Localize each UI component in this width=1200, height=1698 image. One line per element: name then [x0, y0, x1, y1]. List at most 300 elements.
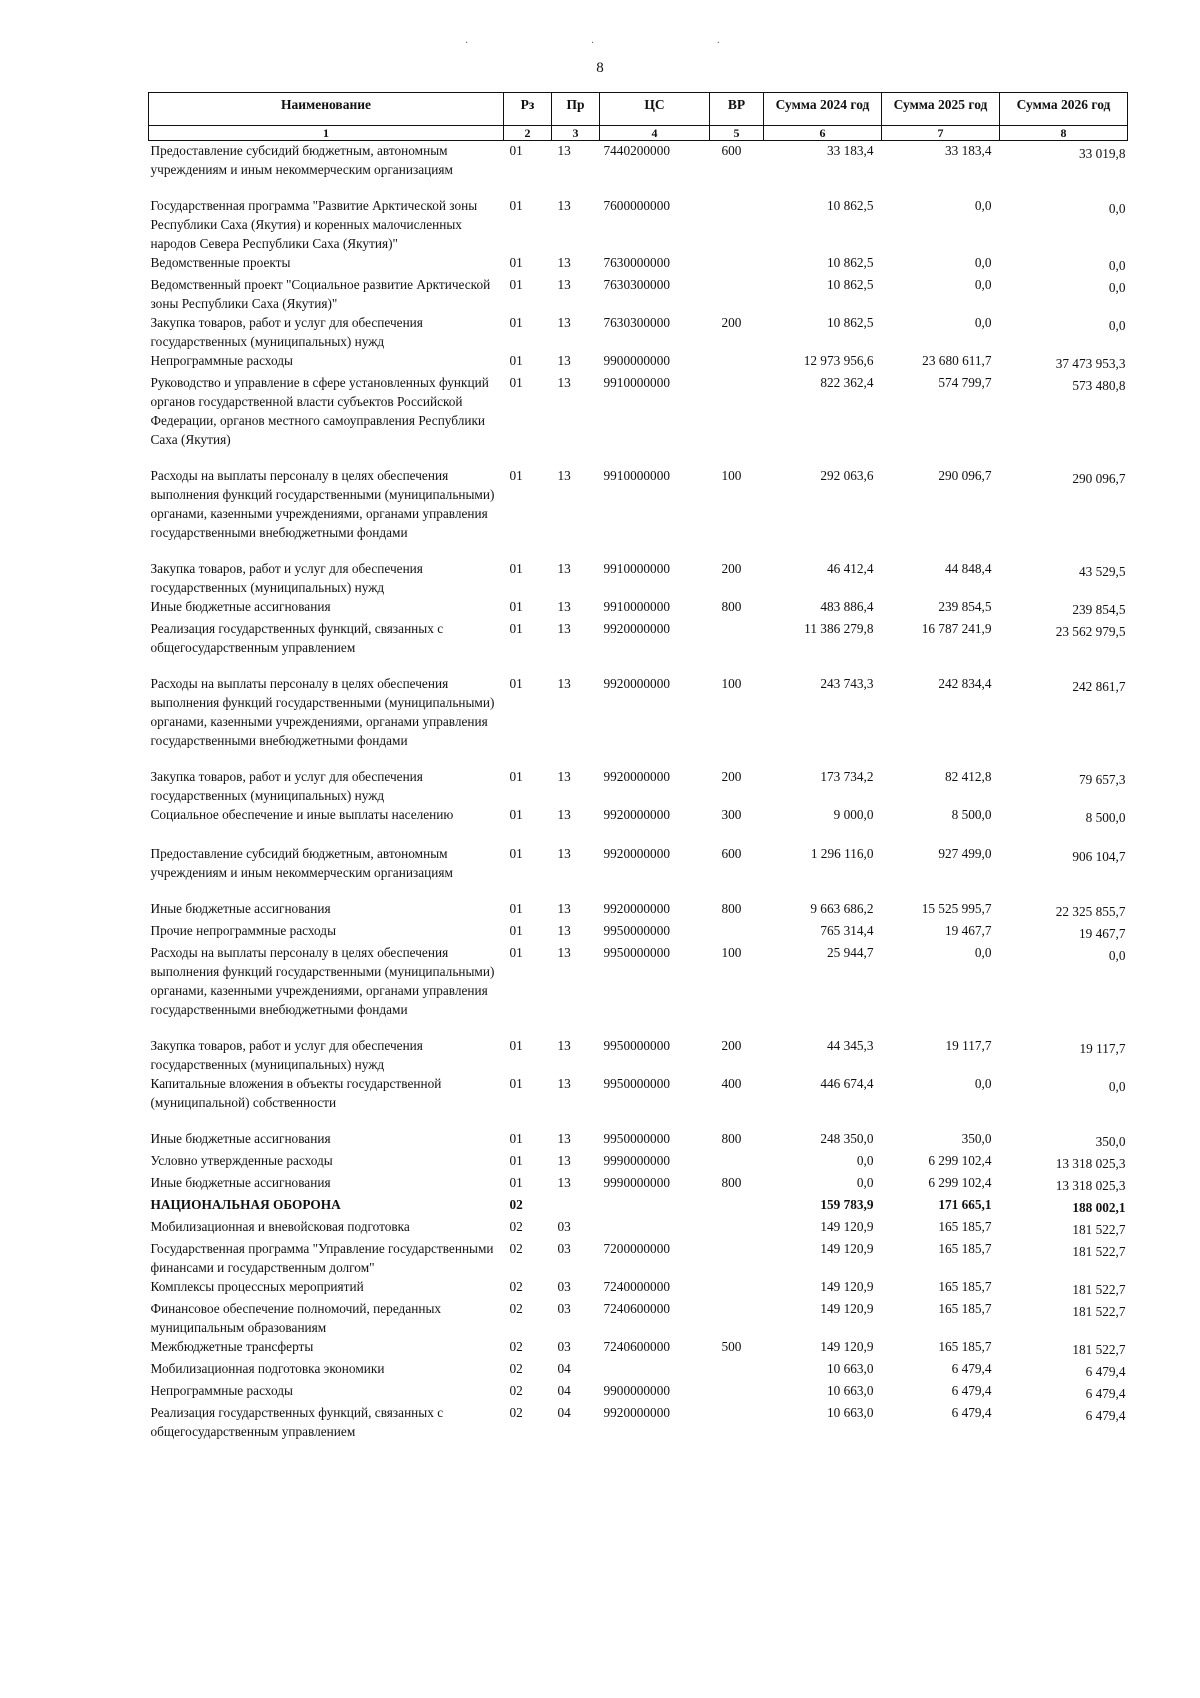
row-vr: 600 [721, 846, 742, 861]
row-pr [552, 1195, 600, 1217]
row-cs: 9950000000 [603, 945, 670, 960]
row-pr: 13 [557, 1076, 571, 1091]
row-vr [710, 1277, 764, 1299]
row-sum-2024: 149 120,9 [820, 1279, 874, 1294]
row-name: Межбюджетные трансферты [150, 1339, 314, 1354]
row-vr: 800 [721, 901, 742, 916]
row-name: Закупка товаров, работ и услуг для обеспечения государственных (муниципальных) нужд [150, 1038, 423, 1072]
table-row [149, 674, 1128, 767]
row-name: Предоставление субсидий бюджетным, автономным учреждениям и иным некоммерческим организациям [150, 143, 453, 177]
row-name: Непрограммные расходы [150, 1383, 293, 1398]
row-rz: 02 [509, 1383, 523, 1398]
row-cs: 7630300000 [603, 277, 670, 292]
row-rz: 02 [509, 1339, 523, 1354]
row-sum-2025: 16 787 241,9 [921, 621, 992, 636]
row-cs: 9920000000 [603, 1405, 670, 1420]
row-sum-2025: 19 467,7 [944, 923, 992, 938]
row-sum-2024: 173 734,2 [820, 769, 874, 784]
table-row [149, 1359, 1128, 1381]
row-pr: 03 [557, 1279, 571, 1294]
row-sum-2024: 46 412,4 [826, 561, 874, 576]
row-sum-2026: 13 318 025,3 [1055, 1178, 1126, 1193]
row-sum-2026: 6 479,4 [1085, 1364, 1126, 1379]
row-cs: 7630000000 [603, 255, 670, 270]
table-row [149, 1381, 1128, 1403]
column-index-row [149, 126, 1128, 141]
row-name: Закупка товаров, работ и услуг для обеспечения государственных (муниципальных) нужд [150, 769, 423, 803]
row-sum-2024: 149 120,9 [820, 1219, 874, 1234]
row-pr: 04 [557, 1361, 571, 1376]
row-vr [710, 1239, 764, 1277]
row-sum-2026: 8 500,0 [1085, 810, 1126, 825]
table-row [149, 597, 1128, 619]
row-sum-2026: 37 473 953,3 [1055, 356, 1126, 371]
row-rz: 01 [509, 375, 523, 390]
header-sum-2025: Сумма 2025 год [882, 93, 1000, 126]
row-rz: 02 [509, 1241, 523, 1256]
row-sum-2026: 290 096,7 [1072, 471, 1126, 486]
row-sum-2025: 44 848,4 [944, 561, 992, 576]
row-sum-2024: 292 063,6 [820, 468, 874, 483]
row-sum-2024: 10 663,0 [826, 1405, 874, 1420]
row-name: Расходы на выплаты персоналу в целях обеспечения выполнения функций государственными (муниципальными) органами, казенными учреждениями, органами управления государственными внебюджетными фондами [150, 676, 495, 748]
table-row [149, 921, 1128, 943]
row-pr: 13 [557, 621, 571, 636]
row-sum-2024: 149 120,9 [820, 1301, 874, 1316]
row-name: Государственная программа "Развитие Арктической зоны Республики Саха (Якутия) и коренных малочисленных народов Севера Республики Саха (Якутия)" [150, 198, 478, 251]
row-sum-2025: 927 499,0 [938, 846, 992, 861]
column-index: 3 [552, 126, 600, 141]
row-sum-2026: 23 562 979,5 [1055, 624, 1126, 639]
row-pr: 03 [557, 1219, 571, 1234]
row-sum-2026: 181 522,7 [1072, 1222, 1126, 1237]
row-sum-2025: 82 412,8 [944, 769, 992, 784]
row-cs: 9920000000 [603, 901, 670, 916]
row-rz: 01 [509, 198, 523, 213]
table-row [149, 466, 1128, 559]
row-sum-2026: 79 657,3 [1078, 772, 1126, 787]
row-sum-2024: 1 296 116,0 [810, 846, 874, 861]
row-name: Государственная программа "Управление государственными финансами и государственным долгом" [150, 1241, 494, 1275]
row-sum-2025: 0,0 [974, 315, 992, 330]
row-rz: 02 [509, 1219, 523, 1234]
row-pr: 13 [557, 1131, 571, 1146]
row-pr: 13 [557, 143, 571, 158]
row-vr [710, 1403, 764, 1441]
row-sum-2025: 0,0 [974, 198, 992, 213]
row-sum-2026: 0,0 [1108, 258, 1126, 273]
table-row [149, 943, 1128, 1036]
row-vr: 100 [721, 945, 742, 960]
row-cs: 9950000000 [603, 1038, 670, 1053]
row-sum-2025: 242 834,4 [938, 676, 992, 691]
row-sum-2025: 574 799,7 [938, 375, 992, 390]
row-cs: 9910000000 [603, 468, 670, 483]
row-rz: 01 [509, 468, 523, 483]
row-vr: 400 [721, 1076, 742, 1091]
row-name: НАЦИОНАЛЬНАЯ ОБОРОНА [150, 1197, 341, 1212]
row-rz: 01 [509, 143, 523, 158]
row-pr: 13 [557, 315, 571, 330]
row-rz: 01 [509, 1131, 523, 1146]
row-cs: 9920000000 [603, 769, 670, 784]
row-pr: 13 [557, 923, 571, 938]
row-vr: 100 [721, 468, 742, 483]
row-name: Мобилизационная и вневойсковая подготовка [150, 1219, 410, 1234]
row-rz: 01 [509, 561, 523, 576]
row-sum-2024: 0,0 [856, 1175, 874, 1190]
row-vr [710, 1299, 764, 1337]
row-sum-2026: 0,0 [1108, 1079, 1126, 1094]
table-row [149, 1299, 1128, 1337]
table-row [149, 1239, 1128, 1277]
row-sum-2025: 0,0 [974, 255, 992, 270]
row-vr [710, 1217, 764, 1239]
row-name: Ведомственный проект "Социальное развитие Арктической зоны Республики Саха (Якутия)" [150, 277, 491, 311]
table-row [149, 619, 1128, 674]
row-vr: 800 [721, 1175, 742, 1190]
row-sum-2026: 0,0 [1108, 280, 1126, 295]
row-sum-2025: 350,0 [961, 1131, 992, 1146]
row-pr: 13 [557, 198, 571, 213]
row-sum-2026: 242 861,7 [1072, 679, 1126, 694]
row-cs: 7240600000 [603, 1339, 670, 1354]
row-rz: 01 [509, 1038, 523, 1053]
header-pr: Пр [552, 93, 600, 126]
row-sum-2025: 290 096,7 [938, 468, 992, 483]
row-rz: 01 [509, 277, 523, 292]
table-row [149, 1277, 1128, 1299]
table-body [149, 141, 1128, 1442]
row-sum-2025: 165 185,7 [938, 1241, 992, 1256]
row-vr: 200 [721, 1038, 742, 1053]
header-name: Наименование [149, 93, 504, 126]
row-rz: 02 [509, 1301, 523, 1316]
row-sum-2025: 165 185,7 [938, 1339, 992, 1354]
row-cs: 9910000000 [603, 561, 670, 576]
row-name: Реализация государственных функций, связанных с общегосударственным управлением [150, 621, 444, 655]
row-name: Мобилизационная подготовка экономики [150, 1361, 385, 1376]
row-cs: 7240000000 [603, 1279, 670, 1294]
row-sum-2025: 0,0 [974, 945, 992, 960]
row-sum-2024: 9 000,0 [833, 807, 874, 822]
row-vr: 800 [721, 599, 742, 614]
row-rz: 01 [509, 621, 523, 636]
table-row [149, 373, 1128, 466]
row-cs: 7440200000 [603, 143, 670, 158]
budget-table [148, 92, 1128, 1441]
row-name: Предоставление субсидий бюджетным, автономным учреждениям и иным некоммерческим организациям [150, 846, 453, 880]
row-pr: 04 [557, 1405, 571, 1420]
row-sum-2026: 0,0 [1108, 318, 1126, 333]
column-index: 4 [600, 126, 710, 141]
row-rz: 02 [509, 1197, 523, 1212]
row-vr: 500 [721, 1339, 742, 1354]
row-sum-2026: 6 479,4 [1085, 1386, 1126, 1401]
column-index: 7 [882, 126, 1000, 141]
row-cs: 9920000000 [603, 676, 670, 691]
row-sum-2026: 573 480,8 [1072, 378, 1126, 393]
row-sum-2025: 165 185,7 [938, 1279, 992, 1294]
row-pr: 13 [557, 945, 571, 960]
row-sum-2025: 6 299 102,4 [928, 1153, 992, 1168]
row-cs [600, 1359, 710, 1381]
header-row [149, 93, 1128, 126]
row-cs: 9920000000 [603, 621, 670, 636]
table-row [149, 1151, 1128, 1173]
header-cs: ЦС [600, 93, 710, 126]
row-cs [600, 1195, 710, 1217]
row-sum-2025: 165 185,7 [938, 1219, 992, 1234]
row-vr [710, 373, 764, 466]
row-sum-2026: 181 522,7 [1072, 1342, 1126, 1357]
row-vr: 200 [721, 315, 742, 330]
row-pr: 13 [557, 255, 571, 270]
row-sum-2025: 15 525 995,7 [921, 901, 992, 916]
row-pr: 03 [557, 1241, 571, 1256]
row-rz: 01 [509, 315, 523, 330]
row-sum-2024: 248 350,0 [820, 1131, 874, 1146]
row-cs: 9900000000 [603, 1383, 670, 1398]
row-sum-2025: 0,0 [974, 1076, 992, 1091]
row-sum-2024: 446 674,4 [820, 1076, 874, 1091]
row-cs: 9920000000 [603, 807, 670, 822]
row-sum-2026: 181 522,7 [1072, 1304, 1126, 1319]
row-pr: 13 [557, 353, 571, 368]
row-name: Иные бюджетные ассигнования [150, 1175, 331, 1190]
row-sum-2026: 19 467,7 [1078, 926, 1126, 941]
row-sum-2026: 43 529,5 [1078, 564, 1126, 579]
row-cs: 9900000000 [603, 353, 670, 368]
table-row [149, 313, 1128, 351]
row-name: Условно утвержденные расходы [150, 1153, 333, 1168]
row-sum-2025: 6 479,4 [951, 1405, 992, 1420]
row-pr: 13 [557, 901, 571, 916]
row-sum-2024: 765 314,4 [820, 923, 874, 938]
row-pr: 13 [557, 1175, 571, 1190]
row-sum-2026: 22 325 855,7 [1055, 904, 1126, 919]
table-row [149, 351, 1128, 373]
row-name: Социальное обеспечение и иные выплаты населению [150, 807, 454, 822]
row-rz: 01 [509, 769, 523, 784]
row-sum-2024: 9 663 686,2 [810, 901, 874, 916]
row-name: Иные бюджетные ассигнования [150, 901, 331, 916]
row-vr [710, 253, 764, 275]
row-rz: 01 [509, 599, 523, 614]
row-sum-2026: 181 522,7 [1072, 1244, 1126, 1259]
row-pr: 13 [557, 846, 571, 861]
row-sum-2026: 13 318 025,3 [1055, 1156, 1126, 1171]
row-vr: 600 [721, 143, 742, 158]
row-vr: 100 [721, 676, 742, 691]
row-sum-2024: 0,0 [856, 1153, 874, 1168]
row-sum-2025: 239 854,5 [938, 599, 992, 614]
table-row [149, 559, 1128, 597]
scan-specks: · · · [465, 38, 780, 49]
row-pr: 13 [557, 676, 571, 691]
table-row [149, 1036, 1128, 1074]
row-name: Прочие непрограммные расходы [150, 923, 337, 938]
row-rz: 01 [509, 1153, 523, 1168]
row-sum-2024: 33 183,4 [826, 143, 874, 158]
row-pr: 04 [557, 1383, 571, 1398]
header-sum-2026: Сумма 2026 год [1000, 93, 1128, 126]
row-rz: 01 [509, 923, 523, 938]
row-name: Капитальные вложения в объекты государственной (муниципальной) собственности [150, 1076, 442, 1110]
column-index: 2 [504, 126, 552, 141]
row-sum-2026: 181 522,7 [1072, 1282, 1126, 1297]
row-name: Руководство и управление в сфере установленных функций органов государственной власти субъектов Российской Федерации, органов местного самоуправления Республики Саха (Якутия) [150, 375, 489, 447]
row-sum-2024: 159 783,9 [820, 1197, 874, 1212]
row-sum-2026: 0,0 [1108, 948, 1126, 963]
table-row [149, 253, 1128, 275]
row-cs: 9950000000 [603, 1076, 670, 1091]
row-sum-2026: 33 019,8 [1078, 146, 1126, 161]
page-number: 8 [596, 60, 604, 76]
row-cs: 9990000000 [603, 1175, 670, 1190]
row-name: Непрограммные расходы [150, 353, 293, 368]
row-vr [710, 275, 764, 313]
row-pr: 13 [557, 1038, 571, 1053]
row-sum-2026: 19 117,7 [1079, 1041, 1126, 1056]
row-rz: 01 [509, 255, 523, 270]
row-vr [710, 921, 764, 943]
row-pr: 13 [557, 561, 571, 576]
row-sum-2025: 0,0 [974, 277, 992, 292]
row-rz: 01 [509, 945, 523, 960]
row-sum-2024: 44 345,3 [826, 1038, 874, 1053]
row-sum-2024: 10 862,5 [826, 255, 874, 270]
header-rz: Рз [504, 93, 552, 126]
row-cs: 9990000000 [603, 1153, 670, 1168]
row-vr [710, 1381, 764, 1403]
row-rz: 02 [509, 1405, 523, 1420]
row-vr [710, 1359, 764, 1381]
row-sum-2024: 10 663,0 [826, 1383, 874, 1398]
row-sum-2025: 23 680 611,7 [922, 353, 992, 368]
row-sum-2026: 0,0 [1108, 201, 1126, 216]
row-rz: 01 [509, 1175, 523, 1190]
row-cs: 7200000000 [603, 1241, 670, 1256]
row-rz: 01 [509, 846, 523, 861]
row-sum-2024: 483 886,4 [820, 599, 874, 614]
table-row [149, 805, 1128, 844]
row-vr: 800 [721, 1131, 742, 1146]
row-sum-2024: 10 862,5 [826, 315, 874, 330]
row-vr [710, 351, 764, 373]
row-name: Комплексы процессных мероприятий [150, 1279, 364, 1294]
row-sum-2026: 906 104,7 [1072, 849, 1126, 864]
row-sum-2024: 11 386 279,8 [804, 621, 874, 636]
row-sum-2024: 243 743,3 [820, 676, 874, 691]
row-name: Расходы на выплаты персоналу в целях обеспечения выполнения функций государственными (муниципальными) органами, казенными учреждениями, органами управления государственными внебюджетными фондами [150, 468, 495, 540]
row-pr: 13 [557, 375, 571, 390]
row-rz: 01 [509, 353, 523, 368]
row-pr: 13 [557, 599, 571, 614]
table-row [149, 275, 1128, 313]
row-cs: 9950000000 [603, 923, 670, 938]
row-sum-2025: 8 500,0 [951, 807, 992, 822]
row-rz: 02 [509, 1361, 523, 1376]
row-rz: 01 [509, 901, 523, 916]
row-rz: 02 [509, 1279, 523, 1294]
row-sum-2026: 239 854,5 [1072, 602, 1126, 617]
row-sum-2026: 350,0 [1095, 1134, 1126, 1149]
table-row [149, 844, 1128, 899]
row-pr: 13 [557, 807, 571, 822]
row-pr: 03 [557, 1339, 571, 1354]
table-row [149, 1129, 1128, 1151]
row-sum-2024: 10 663,0 [826, 1361, 874, 1376]
row-pr: 13 [557, 277, 571, 292]
row-rz: 01 [509, 1076, 523, 1091]
row-vr: 200 [721, 769, 742, 784]
row-vr: 300 [721, 807, 742, 822]
row-name: Иные бюджетные ассигнования [150, 1131, 331, 1146]
row-sum-2025: 6 299 102,4 [928, 1175, 992, 1190]
row-cs: 9920000000 [603, 846, 670, 861]
row-name: Закупка товаров, работ и услуг для обеспечения государственных (муниципальных) нужд [150, 561, 423, 595]
row-cs: 9950000000 [603, 1131, 670, 1146]
row-sum-2024: 149 120,9 [820, 1241, 874, 1256]
row-sum-2024: 149 120,9 [820, 1339, 874, 1354]
row-vr: 200 [721, 561, 742, 576]
row-pr: 13 [557, 769, 571, 784]
column-index: 6 [764, 126, 882, 141]
row-sum-2024: 12 973 956,6 [803, 353, 874, 368]
row-sum-2025: 165 185,7 [938, 1301, 992, 1316]
row-name: Закупка товаров, работ и услуг для обеспечения государственных (муниципальных) нужд [150, 315, 423, 349]
row-name: Расходы на выплаты персоналу в целях обеспечения выполнения функций государственными (муниципальными) органами, казенными учреждениями, органами управления государственными внебюджетными фондами [150, 945, 495, 1017]
row-sum-2024: 10 862,5 [826, 198, 874, 213]
row-cs: 9910000000 [603, 375, 670, 390]
table-row [149, 1173, 1128, 1195]
row-sum-2024: 822 362,4 [820, 375, 874, 390]
row-cs: 7630300000 [603, 315, 670, 330]
table-row [149, 1074, 1128, 1129]
row-cs [600, 1217, 710, 1239]
header-sum-2024: Сумма 2024 год [764, 93, 882, 126]
row-pr: 13 [557, 468, 571, 483]
row-name: Иные бюджетные ассигнования [150, 599, 331, 614]
table-row [149, 1337, 1128, 1359]
row-name: Ведомственные проекты [150, 255, 291, 270]
column-index: 8 [1000, 126, 1128, 141]
table-row [149, 196, 1128, 253]
row-name: Реализация государственных функций, связанных с общегосударственным управлением [150, 1405, 444, 1439]
row-sum-2026: 188 002,1 [1072, 1200, 1126, 1215]
table-row [149, 899, 1128, 921]
table-row [149, 1217, 1128, 1239]
column-index: 1 [149, 126, 504, 141]
row-vr [710, 1151, 764, 1173]
row-rz: 01 [509, 807, 523, 822]
table-row [149, 1195, 1128, 1217]
row-vr [710, 1195, 764, 1217]
row-cs: 9910000000 [603, 599, 670, 614]
row-sum-2025: 19 117,7 [945, 1038, 992, 1053]
row-rz: 01 [509, 676, 523, 691]
row-pr: 13 [557, 1153, 571, 1168]
table-row [149, 141, 1128, 197]
row-sum-2025: 6 479,4 [951, 1383, 992, 1398]
row-vr [710, 196, 764, 253]
row-cs: 7600000000 [603, 198, 670, 213]
row-sum-2026: 6 479,4 [1085, 1408, 1126, 1423]
row-cs: 7240600000 [603, 1301, 670, 1316]
table-row [149, 767, 1128, 805]
column-index: 5 [710, 126, 764, 141]
